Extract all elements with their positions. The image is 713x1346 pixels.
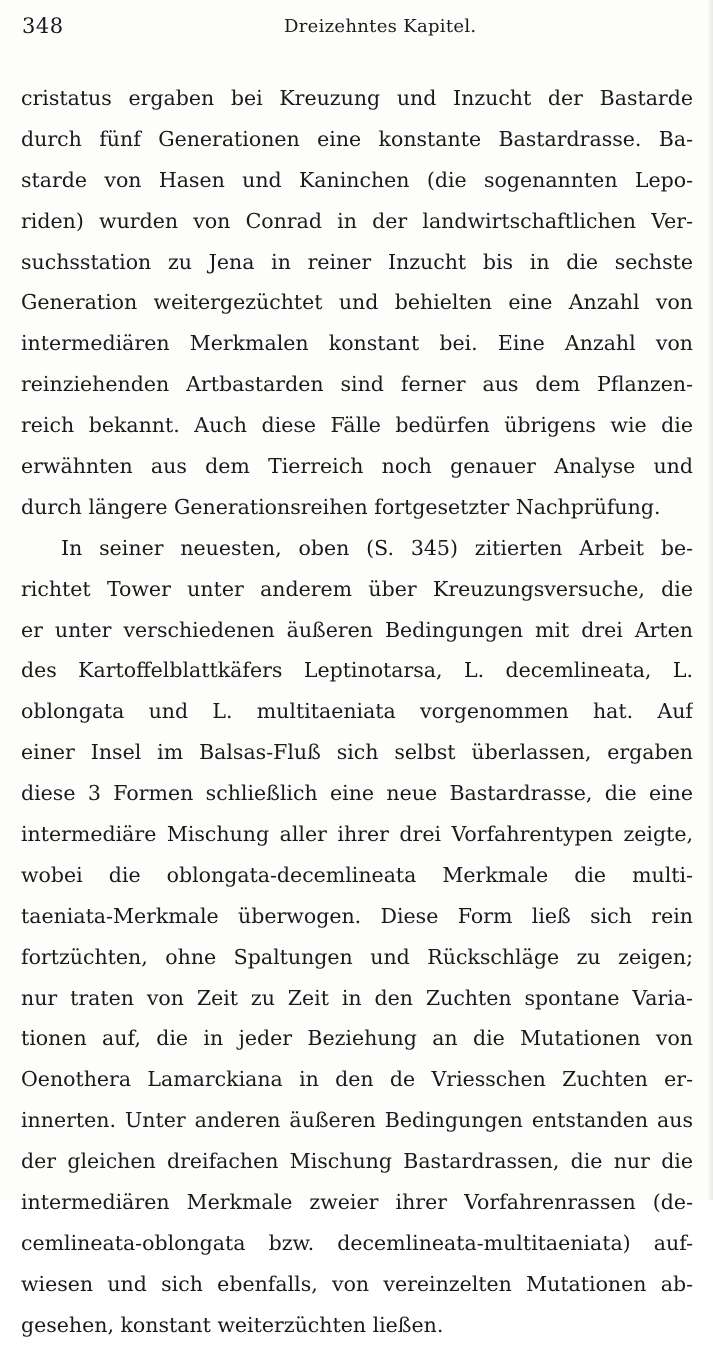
- text-line: oblongata und L. multitaeniata vorgenommen hat. Auf: [21, 699, 693, 724]
- text-line: durch fünf Generationen eine konstante Bastardrasse. Ba-: [21, 126, 693, 151]
- text-line: riden) wurden von Conrad in der landwirtschaftlichen Ver-: [21, 208, 693, 233]
- text-line: intermediären Merkmalen konstant bei. Eine Anzahl von: [21, 331, 693, 356]
- page-number: 348: [22, 14, 64, 38]
- text-line: diese 3 Formen schließlich eine neue Bastardrasse, die eine: [21, 781, 693, 806]
- text-line: der gleichen dreifachen Mischung Bastardrassen, die nur die: [21, 1149, 693, 1174]
- text-line: starde von Hasen und Kaninchen (die sogenannten Lepo-: [21, 167, 693, 192]
- text-line: fortzüchten, ohne Spaltungen und Rückschläge zu zeigen;: [21, 944, 693, 969]
- text-line: richtet Tower unter anderem über Kreuzungsversuche, die: [21, 576, 693, 601]
- text-line: intermediären Merkmale zweier ihrer Vorfahrenrassen (de-: [21, 1190, 693, 1215]
- text-line: wobei die oblongata-decemlineata Merkmale die multi-: [21, 862, 693, 887]
- text-line: wiesen und sich ebenfalls, von vereinzelten Mutationen ab-: [21, 1271, 693, 1296]
- text-line: In seiner neuesten, oben (S. 345) zitierten Arbeit be-: [61, 535, 693, 560]
- text-line: reinziehenden Artbastarden sind ferner aus dem Pflanzen-: [21, 372, 693, 397]
- text-line: einer Insel im Balsas-Fluß sich selbst überlassen, ergaben: [21, 740, 693, 765]
- text-line: durch längere Generationsreihen fortgesetzter Nachprüfung.: [21, 494, 661, 519]
- text-line: er unter verschiedenen äußeren Bedingungen mit drei Arten: [21, 617, 693, 642]
- text-line: cristatus ergaben bei Kreuzung und Inzucht der Bastarde: [21, 86, 693, 110]
- text-line: cemlineata-oblongata bzw. decemlineata-multitaeniata) auf-: [21, 1230, 693, 1255]
- page-edge-shadow: [707, 0, 713, 1200]
- text-line: suchsstation zu Jena in reiner Inzucht bis in die sechste: [21, 249, 693, 274]
- text-line: innerten. Unter anderen äußeren Bedingungen entstanden aus: [21, 1108, 693, 1133]
- text-line: erwähnten aus dem Tierreich noch genauer Analyse und: [21, 454, 693, 479]
- body-text: [21, 78, 693, 1346]
- text-line: Generation weitergezüchtet und behielten eine Anzahl von: [21, 290, 693, 315]
- text-line: taeniata-Merkmale überwogen. Diese Form ließ sich rein: [21, 903, 693, 928]
- text-line: gesehen, konstant weiterzüchten ließen.: [21, 1312, 444, 1337]
- running-head: Dreizehntes Kapitel.: [284, 16, 477, 37]
- text-line: intermediäre Mischung aller ihrer drei Vorfahrentypen zeigte,: [21, 822, 693, 847]
- text-line: reich bekannt. Auch diese Fälle bedürfen übrigens wie die: [21, 413, 693, 438]
- page-header: [22, 14, 692, 46]
- text-line: des Kartoffelblattkäfers Leptinotarsa, L. decemlineata, L.: [21, 658, 693, 683]
- text-line: Oenothera Lamarckiana in den de Vriesschen Zuchten er-: [21, 1067, 693, 1092]
- text-line: nur traten von Zeit zu Zeit in den Zuchten spontane Varia-: [21, 985, 693, 1010]
- text-line: tionen auf, die in jeder Beziehung an die Mutationen von: [21, 1026, 693, 1051]
